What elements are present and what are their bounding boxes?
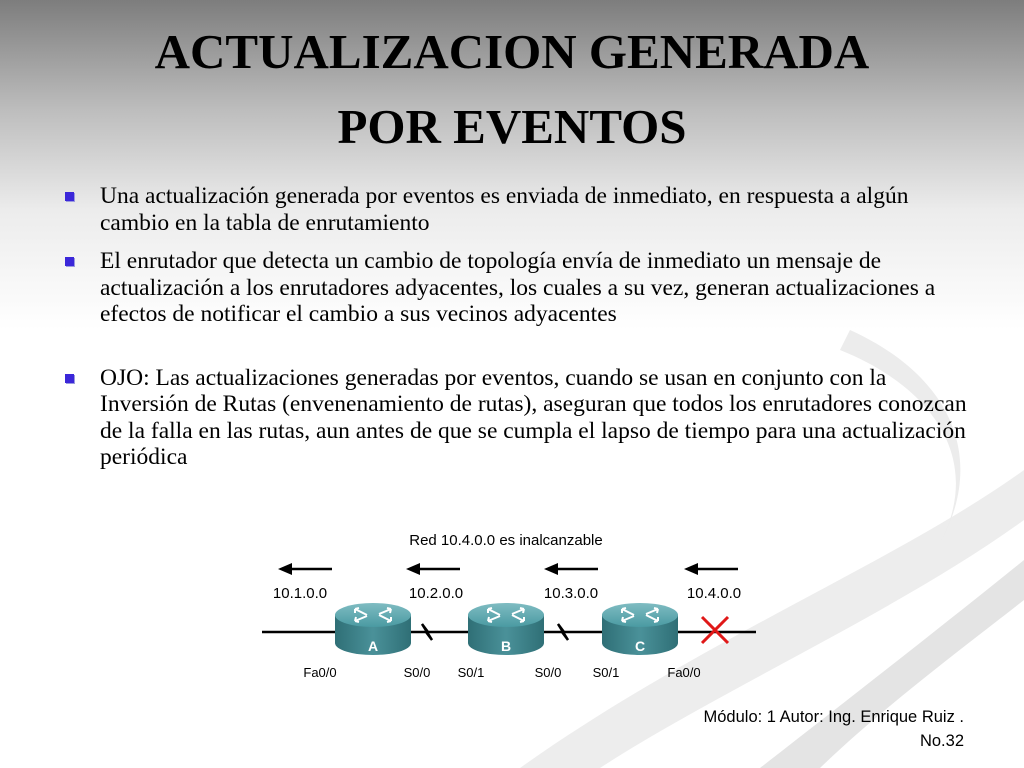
bullet-text: OJO: Las actualizaciones generadas por eventos, cuando se usan en conjunto con la Inversión de Rutas (envenenamiento de rutas), aseguran que todos los enrutadores conozcan de la falla en las rutas, aun antes de que se cumpla el lapso de tiempo para una actualización periódica <box>100 364 967 470</box>
router-a-icon <box>335 603 411 655</box>
interface-label: Fa0/0 <box>303 665 337 680</box>
network-label: 10.4.0.0 <box>686 585 742 602</box>
network-label: 10.2.0.0 <box>408 585 464 602</box>
interface-label: Fa0/0 <box>667 665 701 680</box>
bullet-list <box>62 183 967 471</box>
bullet-text: Una actualización generada por eventos es enviada de inmediato, en respuesta a algún cambio en la tabla de enrutamiento <box>100 183 909 236</box>
bullet-item <box>62 248 967 328</box>
failure-x-icon <box>702 617 728 643</box>
network-label: 10.3.0.0 <box>543 585 599 602</box>
bullet-item <box>62 365 967 471</box>
interface-label: S0/0 <box>403 665 431 680</box>
diagram-caption: Red 10.4.0.0 es inalcanzable <box>409 532 603 549</box>
network-diagram <box>256 525 756 685</box>
interface-label: S0/0 <box>534 665 562 680</box>
slide-title-line2: POR EVENTOS <box>337 99 687 154</box>
serial-link <box>410 624 468 640</box>
router-label: A <box>367 638 379 654</box>
footer-author: Módulo: 1 Autor: Ing. Enrique Ruiz . <box>703 708 964 726</box>
square-bullet-icon <box>65 257 74 266</box>
interface-label: S0/1 <box>592 665 620 680</box>
square-bullet-icon <box>65 374 74 383</box>
serial-link <box>544 624 602 640</box>
bullet-text: El enrutador que detecta un cambio de topología envía de inmediato un mensaje de actualización a los enrutadores adyacentes, los cuales a su vez, generan actualizaciones a efectos de notificar el cambio a sus vecinos adyacentes <box>100 248 936 327</box>
router-b-icon <box>468 603 544 655</box>
square-bullet-icon <box>65 192 74 201</box>
arrow-left-icon <box>278 563 332 575</box>
router-label: C <box>634 638 646 654</box>
router-label: B <box>500 638 512 654</box>
slide-title-line1: ACTUALIZACION GENERADA <box>154 24 870 79</box>
network-label: 10.1.0.0 <box>272 585 328 602</box>
arrow-left-icon <box>544 563 598 575</box>
arrow-left-icon <box>406 563 460 575</box>
arrow-left-icon <box>684 563 738 575</box>
bullet-item <box>62 183 967 236</box>
interface-label: S0/1 <box>457 665 485 680</box>
page-number: No.32 <box>919 732 964 750</box>
slide-footer <box>564 705 964 753</box>
router-c-icon <box>602 603 678 655</box>
